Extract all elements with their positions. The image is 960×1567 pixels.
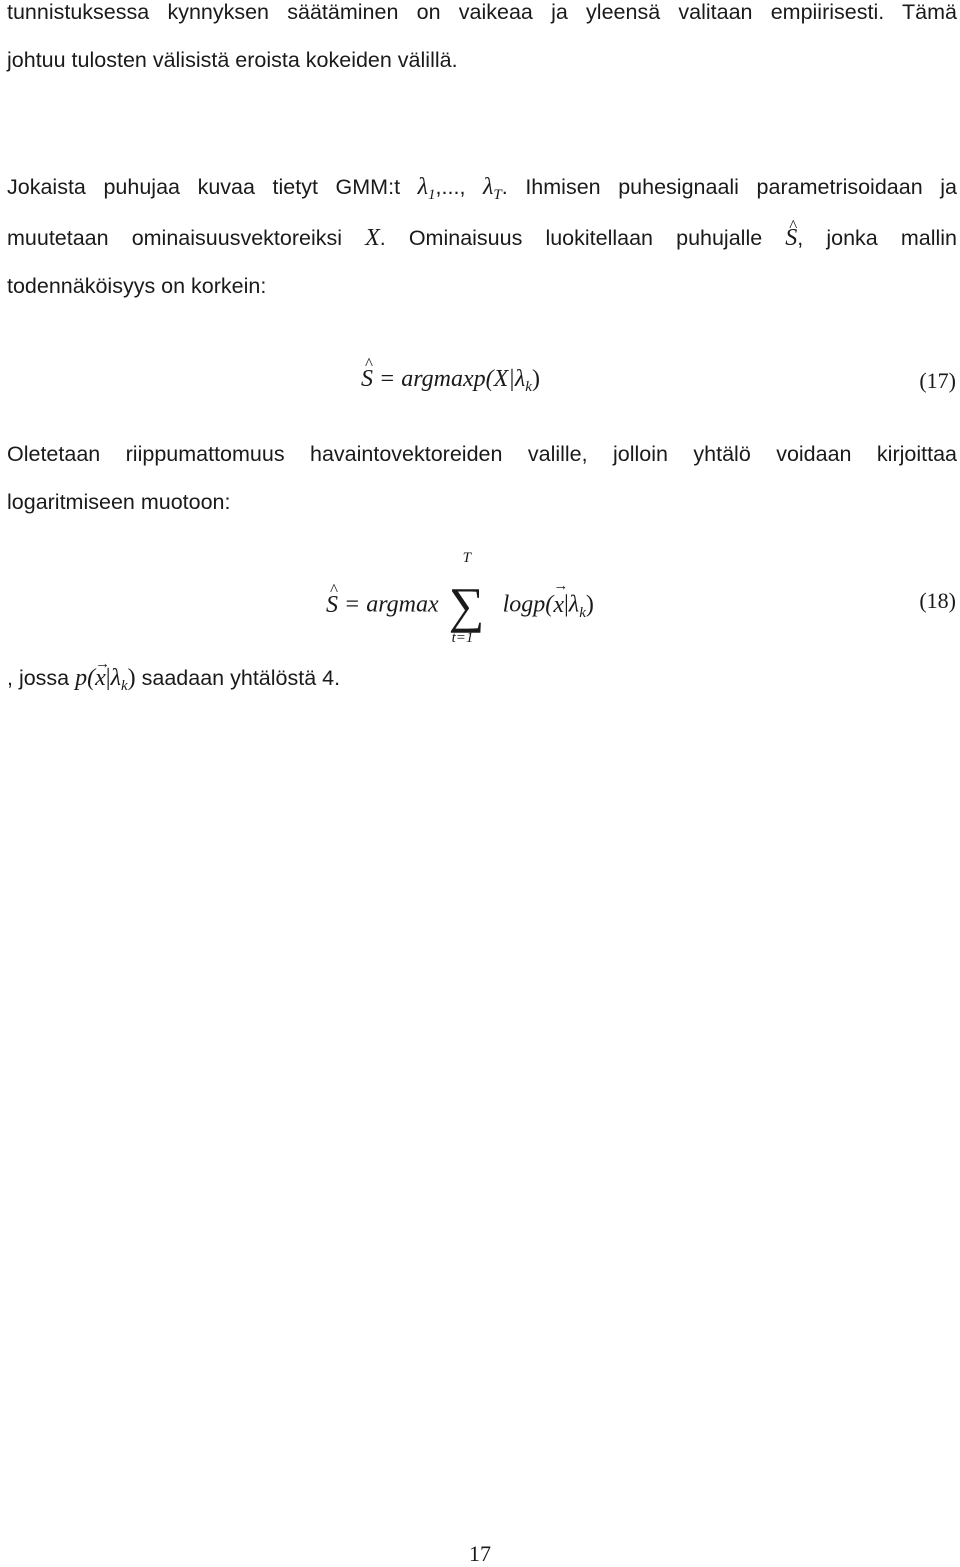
subscript: 1: [428, 187, 436, 203]
equation-number: (18): [919, 588, 956, 613]
text-line: tunnistuksessa kynnyksen säätäminen on vaikeaa ja yleensä valitaan empiirisesti. Tämä: [7, 0, 957, 24]
text-span: , jonka mallin: [797, 226, 957, 250]
vector-variable: → x: [553, 592, 564, 619]
sum-upper-limit: T: [462, 550, 471, 566]
text-line: todennäköisyys on korkein:: [7, 274, 267, 298]
text-line: [7, 163, 957, 214]
math-variable: X: [365, 225, 380, 251]
text-span: Jokaista puhujaa kuvaa tietyt GMM:t: [7, 175, 418, 199]
subscript: T: [493, 187, 502, 203]
text-line: logaritmiseen muotoon:: [7, 490, 231, 514]
equation-text: |: [563, 591, 569, 618]
sum-symbol: ∑: [448, 577, 485, 633]
math-variable-hat: ^ S: [361, 366, 373, 393]
text-line: johtuu tulosten välisistä eroista kokeiden välillä.: [7, 48, 458, 72]
text-span: muutetaan ominaisuusvektoreiksi: [7, 226, 366, 250]
paragraph-4: [7, 654, 957, 705]
text-span: saadaan yhtälöstä 4.: [135, 666, 341, 690]
text-line: Oletetaan riippumattomuus havaintovektoreiden valille, jolloin yhtälö voidaan kirjoittaa: [7, 442, 957, 466]
paragraph-3: [7, 430, 957, 526]
page-number: 17: [469, 1541, 491, 1566]
text-span: ,...,: [435, 175, 484, 199]
equation-text: ): [585, 591, 594, 618]
lambda-symbol: λ: [110, 665, 121, 691]
math-variable-hat: ^ S: [326, 592, 338, 619]
subscript: k: [525, 379, 532, 395]
paragraph-1: [7, 0, 957, 84]
equation-number: (17): [919, 368, 956, 393]
math-variable-hat: ^ S: [785, 214, 797, 262]
subscript: k: [121, 678, 128, 694]
text-line: [7, 654, 957, 705]
text-span: . Ihmisen puhesignaali parametrisoidaan ja: [501, 175, 957, 199]
text-span: , jossa: [7, 666, 76, 690]
equation-text: = argmax: [338, 591, 439, 618]
equation-body: [326, 550, 594, 646]
equation-body: [361, 366, 540, 393]
lambda-symbol: λ: [417, 174, 429, 200]
lambda-symbol: λ: [514, 366, 526, 392]
math-expression: |: [105, 665, 111, 691]
equation-text: logp(: [502, 591, 554, 618]
lambda-symbol: λ: [483, 174, 494, 200]
text-span: . Ominaisuus luokitellaan puhujalle: [379, 226, 786, 250]
vector-variable: → x: [95, 654, 106, 702]
math-expression: ): [127, 665, 136, 691]
math-expression: p(: [75, 665, 96, 691]
sum-lower-limit: t=1: [451, 630, 474, 646]
equation-text: ): [531, 366, 540, 392]
subscript: k: [579, 604, 586, 621]
summation: [448, 550, 493, 646]
equation-text: = argmaxp(X|: [373, 366, 515, 392]
paragraph-2: [7, 163, 957, 310]
text-line: [7, 214, 957, 262]
lambda-symbol: λ: [568, 591, 580, 618]
